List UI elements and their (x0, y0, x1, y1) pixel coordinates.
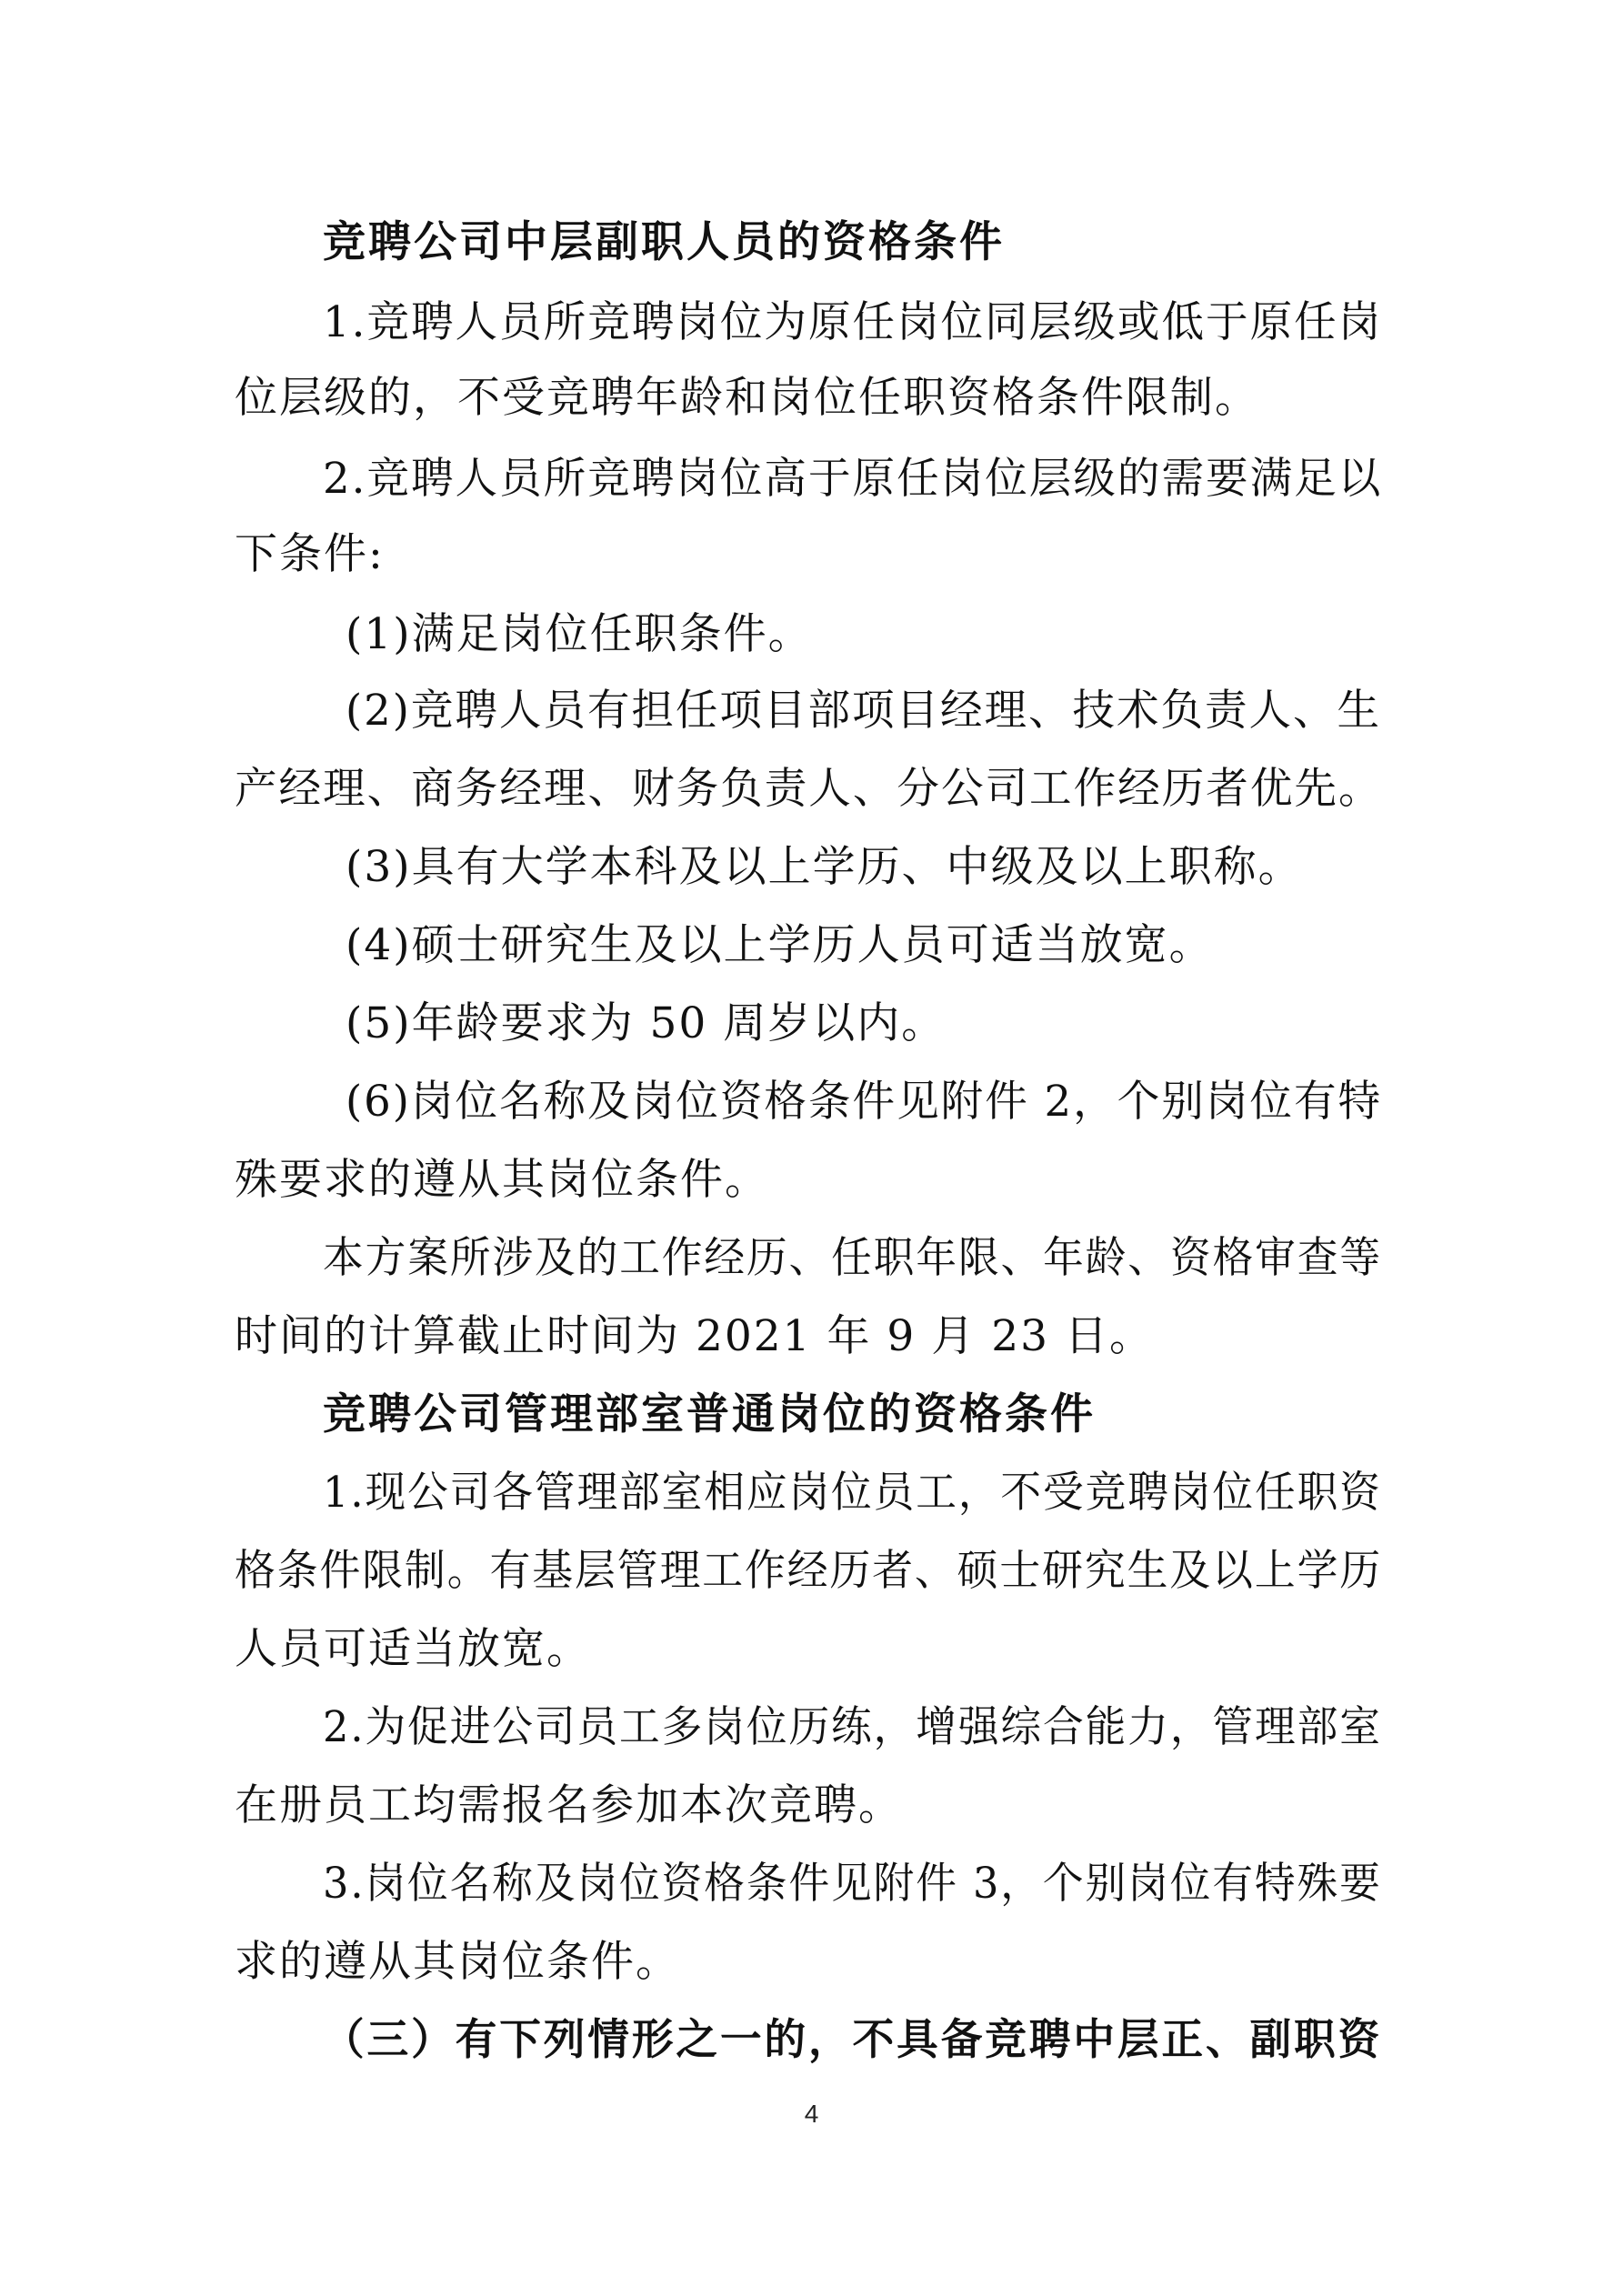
page-number: 4 (804, 2100, 819, 2128)
paragraph-line: 1.现公司各管理部室相应岗位员工，不受竞聘岗位任职资 (323, 1468, 1382, 1518)
section-heading-three: （三）有下列情形之一的，不具备竞聘中层正、副职资 (323, 2015, 1383, 2065)
paragraph-line: 殊要求的遵从其岗位条件。 (235, 1155, 769, 1205)
paragraph-line: 下条件: (235, 529, 385, 579)
paragraph-line: 求的遵从其岗位条件。 (235, 1937, 680, 1987)
paragraph-line: 在册员工均需报名参加本次竞聘。 (235, 1780, 903, 1830)
paragraph-line: 2.为促进公司员工多岗位历练，增强综合能力，管理部室 (323, 1702, 1382, 1752)
paragraph-line: 1.竞聘人员所竞聘岗位为原任岗位同层级或低于原任岗 (323, 297, 1383, 347)
paragraph-line: 本方案所涉及的工作经历、任职年限、年龄、资格审查等 (323, 1233, 1382, 1283)
list-item: (6)岗位名称及岗位资格条件见附件 2，个别岗位有特 (346, 1077, 1383, 1127)
paragraph-line: 3.岗位名称及岗位资格条件见附件 3，个别岗位有特殊要 (323, 1859, 1382, 1909)
list-item: (4)硕士研究生及以上学历人员可适当放宽。 (346, 920, 1214, 970)
paragraph-line: 格条件限制。有基层管理工作经历者、硕士研究生及以上学历 (235, 1546, 1383, 1596)
section-heading-dept-qualifications: 竞聘公司管理部室普通岗位的资格条件 (323, 1389, 1096, 1439)
list-item: (3)具有大学本科及以上学历、中级及以上职称。 (346, 842, 1303, 892)
paragraph-line: 2.竞聘人员所竞聘岗位高于原任岗位层级的需要满足以 (323, 454, 1383, 504)
paragraph-line: 人员可适当放宽。 (235, 1624, 591, 1674)
paragraph-line: 时间的计算截止时间为 2021 年 9 月 23 日。 (235, 1311, 1154, 1361)
section-heading-deputy-qualifications: 竞聘公司中层副职人员的资格条件 (323, 217, 1005, 267)
paragraph-line: 位层级的，不受竞聘年龄和岗位任职资格条件限制。 (235, 373, 1259, 423)
list-item: (2)竞聘人员有担任项目部项目经理、技术负责人、生 (346, 686, 1382, 736)
paragraph-line: 产经理、商务经理、财务负责人、分公司工作经历者优先。 (235, 764, 1383, 814)
list-item: (5)年龄要求为 50 周岁以内。 (346, 998, 947, 1048)
list-item: (1)满足岗位任职条件。 (346, 609, 813, 659)
